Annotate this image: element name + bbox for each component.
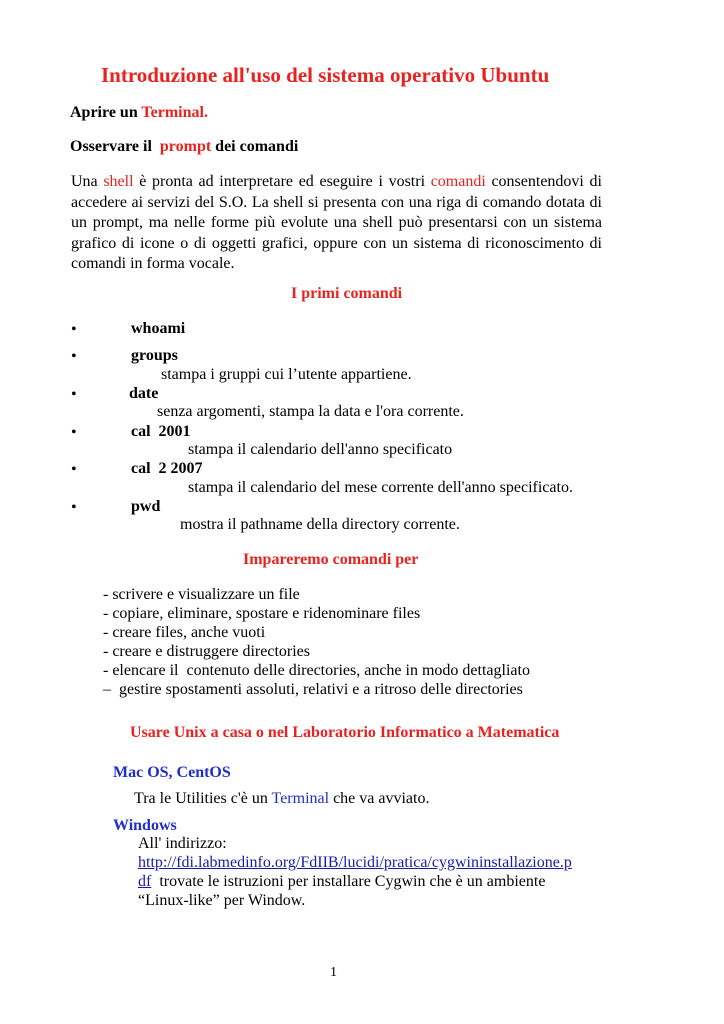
section-usare-unix: Usare Unix a casa o nel Laboratorio Informatico a Matematica (130, 724, 560, 741)
bullet: • (71, 386, 77, 403)
bullet: • (71, 499, 77, 516)
step-observe-suffix: dei comandi (211, 138, 299, 155)
command-name: groups (131, 347, 178, 364)
list-item: - elencare il contenuto delle directories, anche in modo dettagliato (103, 662, 530, 679)
list-item: - scrivere e visualizzare un file (103, 586, 300, 603)
intro-paragraph (71, 172, 602, 275)
terminal-highlight: Terminal. (141, 104, 208, 121)
step-observe-prompt (70, 138, 298, 156)
windows-line-3-text: trovate le istruzioni per installare Cygwin che è un ambiente (151, 873, 546, 890)
comandi-highlight: comandi (430, 173, 486, 190)
mac-text (134, 790, 429, 808)
step-open-terminal-prefix: Aprire un (70, 104, 142, 121)
windows-line-3 (138, 873, 545, 891)
command-name: whoami (131, 320, 186, 337)
command-name: pwd (131, 498, 161, 515)
section-impareremo: Impareremo comandi per (243, 551, 419, 568)
step-open-terminal (70, 104, 208, 122)
bullet: • (71, 461, 77, 478)
intro-part-1: Una (71, 173, 104, 190)
intro-part-2: è pronta ad interpretare ed eseguire i vostri (133, 173, 431, 190)
terminal-app-name: Terminal (271, 790, 330, 807)
command-name: cal 2001 (131, 423, 191, 440)
step-observe-prefix: Osservare il (70, 138, 160, 155)
page-title: Introduzione all'uso del sistema operativo Ubuntu (101, 63, 550, 87)
bullet: • (71, 321, 77, 338)
bullet: • (71, 424, 77, 441)
prompt-highlight: prompt (159, 138, 212, 155)
list-item: – gestire spostamenti assoluti, relativi e a ritroso delle directories (103, 681, 523, 698)
page-number: 1 (330, 965, 337, 980)
windows-line-1: All' indirizzo: (138, 835, 227, 852)
command-description: senza argomenti, stampa la data e l'ora corrente. (157, 403, 464, 420)
command-description: stampa i gruppi cui l’utente appartiene. (161, 366, 412, 383)
section-primi-comandi: I primi comandi (291, 285, 403, 302)
shell-highlight: shell (103, 173, 134, 190)
command-description: stampa il calendario dell'anno specificato (188, 441, 453, 458)
cygwin-url-link[interactable]: http://fdi.labmedinfo.org/FdIIB/lucidi/pratica/cygwininstallazione.p (138, 854, 572, 871)
windows-line-4: “Linux-like” per Window. (138, 892, 306, 909)
list-item: - copiare, eliminare, spostare e ridenominare files (103, 605, 421, 622)
command-description: stampa il calendario del mese corrente dell'anno specificato. (188, 479, 573, 496)
command-name: cal 2 2007 (131, 460, 203, 477)
list-item: - creare files, anche vuoti (103, 624, 266, 641)
command-description: mostra il pathname della directory corrente. (180, 516, 460, 533)
bullet: • (71, 348, 77, 365)
list-item: - creare e distruggere directories (103, 643, 310, 660)
cygwin-url-link-end[interactable]: df (138, 873, 152, 890)
command-name: date (129, 385, 159, 402)
intro-part-3: consentendovi di accedere ai servizi del S.O. La shell si presenta con una riga di comando dotata di un prompt, ma nelle forme più evolute una shell può presentarsi con un sistema grafico di icone o di oggetti grafici, oppure con un sistema di riconoscimento di comandi in forma vocale. (71, 173, 602, 272)
windows-heading: Windows (113, 817, 177, 834)
mac-text-pre: Tra le Utilities c'è un (134, 790, 272, 807)
mac-text-post: che va avviato. (329, 790, 430, 807)
mac-heading: Mac OS, CentOS (113, 764, 231, 781)
